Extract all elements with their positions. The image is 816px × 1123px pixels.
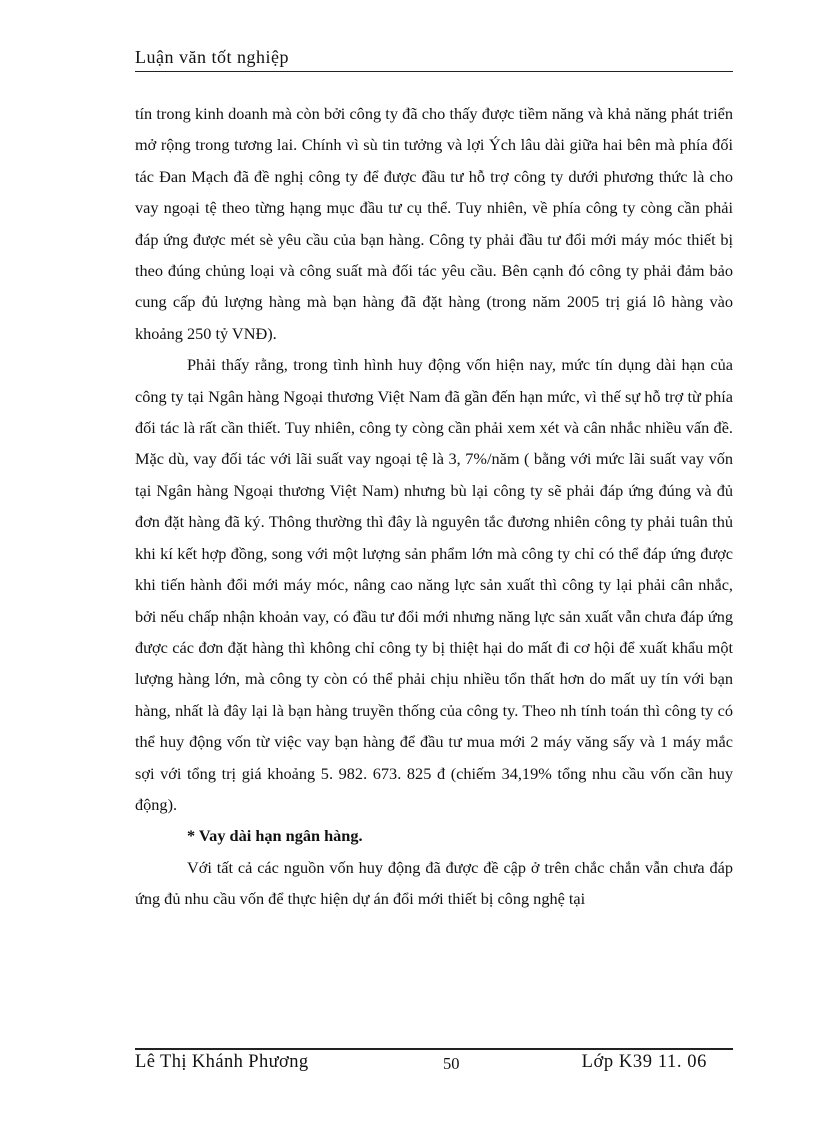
footer-divider: [135, 1048, 733, 1050]
class-label: Lớp K39 11. 06: [581, 1052, 707, 1072]
page-header: [135, 47, 733, 72]
header-divider: [135, 71, 733, 72]
paragraph-bank-loan: Với tất cả các nguồn vốn huy động đã được đề cập ở trên chắc chắn vẫn chưa đáp ứng đủ nhu cầu vốn để thực hiện dự án đổi mới thiết bị công nghệ tại: [135, 857, 733, 909]
section-heading: * Vay dài hạn ngân hàng.: [187, 826, 363, 846]
page-footer: [135, 1048, 733, 1088]
page-body: [135, 98, 733, 915]
document-title: Luận văn tốt nghiệp: [135, 47, 289, 67]
paragraph-continuation: tín trong kinh doanh mà còn bởi công ty đã cho thấy được tiềm năng và khả năng phát triển mở rộng trong tương lai. Chính vì sù tin tưởng và lợi Ých lâu dài giữa hai bên mà phía đối tác Đan Mạch đã đề nghị công ty để được đầu tư hỗ trợ công ty dưới phương thức là cho vay ngoại tệ theo từng hạng mục đầu tư cụ thể. Tuy nhiên, về phía công ty còng cần phải đáp ứng được mét sè yêu cầu của bạn hàng. Công ty phải đầu tư đổi mới máy móc thiết bị theo đúng chủng loại và công suất mà đối tác yêu cầu. Bên cạnh đó công ty phải đảm bảo cung cấp đủ lượng hàng mà bạn hàng đã đặt hàng (trong năm 2005 trị giá lô hàng vào khoảng 250 tỷ VNĐ).: [135, 104, 733, 343]
page-number: 50: [443, 1054, 460, 1073]
author-name: Lê Thị Khánh Phương: [135, 1052, 309, 1072]
paragraph-loan-analysis: Phải thấy rằng, trong tình hình huy động vốn hiện nay, mức tín dụng dài hạn của công ty tại Ngân hàng Ngoại thương Việt Nam đã gần đến hạn mức, vì thế sự hỗ trợ từ phía đối tác là rất cần thiết. Tuy nhiên, công ty còng cần phải xem xét và cân nhắc nhiều vấn đề. Mặc dù, vay đối tác với lãi suất vay ngoại tệ là 3, 7%/năm ( bằng với mức lãi suất vay vốn tại Ngân hàng Ngoại thương Việt Nam) nhưng bù lại công ty sẽ phải đáp ứng đúng và đủ đơn đặt hàng đã ký. Thông thường thì đây là nguyên tắc đương nhiên công ty phải tuân thủ khi kí kết hợp đồng, song với một lượng sản phẩm lớn mà công ty chỉ có thể đáp ứng được khi tiến hành đổi mới máy móc, nâng cao năng lực sản xuất thì công ty lại phải cân nhắc, bởi nếu chấp nhận khoản vay, có đầu tư đổi mới nhưng năng lực sản xuất vẫn chưa đáp ứng được các đơn đặt hàng thì không chỉ công ty bị thiệt hại do mất đi cơ hội để xuất khẩu một lượng hàng lớn, mà công ty còn có thể phải chịu nhiều tổn thất hơn do mất uy tín với bạn hàng, nhất là đây lại là bạn hàng truyền thống của công ty. Theo nh tính toán thì công ty có thể huy động vốn từ việc vay bạn hàng để đầu tư mua mới 2 máy văng sấy và 1 máy mắc sợi với tổng trị giá khoảng 5. 982. 673. 825 đ (chiếm 34,19% tổng nhu cầu vốn cần huy động).: [135, 355, 733, 814]
